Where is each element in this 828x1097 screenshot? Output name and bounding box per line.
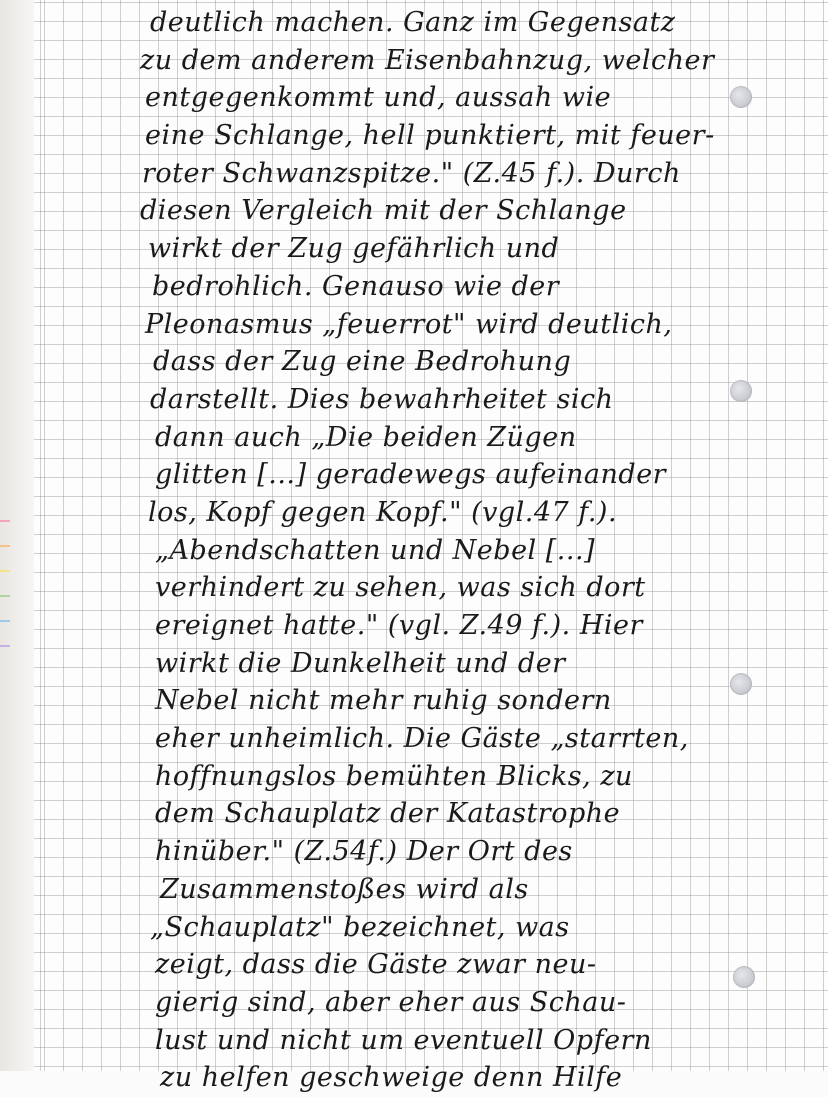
handwritten-line: zu helfen geschweige denn Hilfe	[160, 1062, 623, 1094]
handwritten-line: entgegenkommt und, aussah wie	[145, 82, 612, 114]
handwritten-line: gierig sind, aber eher aus Schau-	[155, 986, 627, 1018]
handwritten-text-block	[140, 4, 750, 1097]
handwritten-line: wirkt die Dunkelheit und der	[155, 647, 566, 679]
handwritten-line: Nebel nicht mehr ruhig sondern	[155, 685, 612, 717]
handwritten-line: los, Kopf gegen Kopf." (vgl.47 f.).	[148, 496, 618, 528]
handwritten-line: Zusammenstoßes wird als	[160, 873, 529, 905]
handwritten-line: verhindert zu sehen, was sich dort	[155, 572, 646, 604]
handwritten-line: zu dem anderem Eisenbahnzug, welcher	[140, 44, 715, 76]
notebook-tab-marker	[0, 645, 10, 647]
notebook-tab-marker	[0, 545, 10, 547]
handwritten-line: ereignet hatte." (vgl. Z.49 f.). Hier	[155, 610, 643, 641]
notebook-margin-strip	[0, 0, 34, 1071]
handwritten-line: dann auch „Die beiden Zügen	[155, 421, 577, 453]
handwritten-line: glitten [...] geradewegs aufeinander	[155, 459, 667, 491]
handwritten-line: diesen Vergleich mit der Schlange	[140, 195, 627, 227]
handwritten-line: dass der Zug eine Bedrohung	[153, 346, 572, 378]
notebook-tab-marker	[0, 595, 10, 597]
handwritten-line: hinüber." (Z.54f.) Der Ort des	[155, 836, 573, 868]
handwritten-line: Pleonasmus „feuerrot" wird deutlich,	[145, 308, 673, 340]
handwritten-line: hoffnungslos bemühten Blicks, zu	[155, 760, 633, 792]
handwritten-line: roter Schwanzspitze." (Z.45 f.). Durch	[142, 157, 681, 189]
handwritten-line: wirkt der Zug gefährlich und	[148, 233, 560, 265]
handwritten-line: darstellt. Dies bewahrheitet sich	[150, 383, 614, 415]
handwritten-line: „Abendschatten und Nebel [...]	[155, 534, 596, 566]
notebook-tab-marker	[0, 570, 10, 572]
handwritten-line: dem Schauplatz der Katastrophe	[155, 798, 621, 830]
handwritten-line: zeigt, dass die Gäste zwar neu-	[155, 949, 597, 981]
margin-line	[40, 0, 41, 1071]
handwritten-line: „Schauplatz" bezeichnet, was	[150, 911, 570, 943]
handwritten-line: eher unheimlich. Die Gäste „starrten,	[155, 723, 689, 755]
handwritten-line: bedrohlich. Genauso wie der	[152, 270, 560, 302]
handwritten-line: eine Schlange, hell punktiert, mit feuer-	[145, 120, 715, 152]
handwritten-line: lust und nicht um eventuell Opfern	[155, 1024, 652, 1056]
notebook-tab-marker	[0, 620, 10, 622]
notebook-tab-marker	[0, 520, 10, 522]
handwritten-line: deutlich machen. Ganz im Gegensatz	[150, 7, 676, 38]
